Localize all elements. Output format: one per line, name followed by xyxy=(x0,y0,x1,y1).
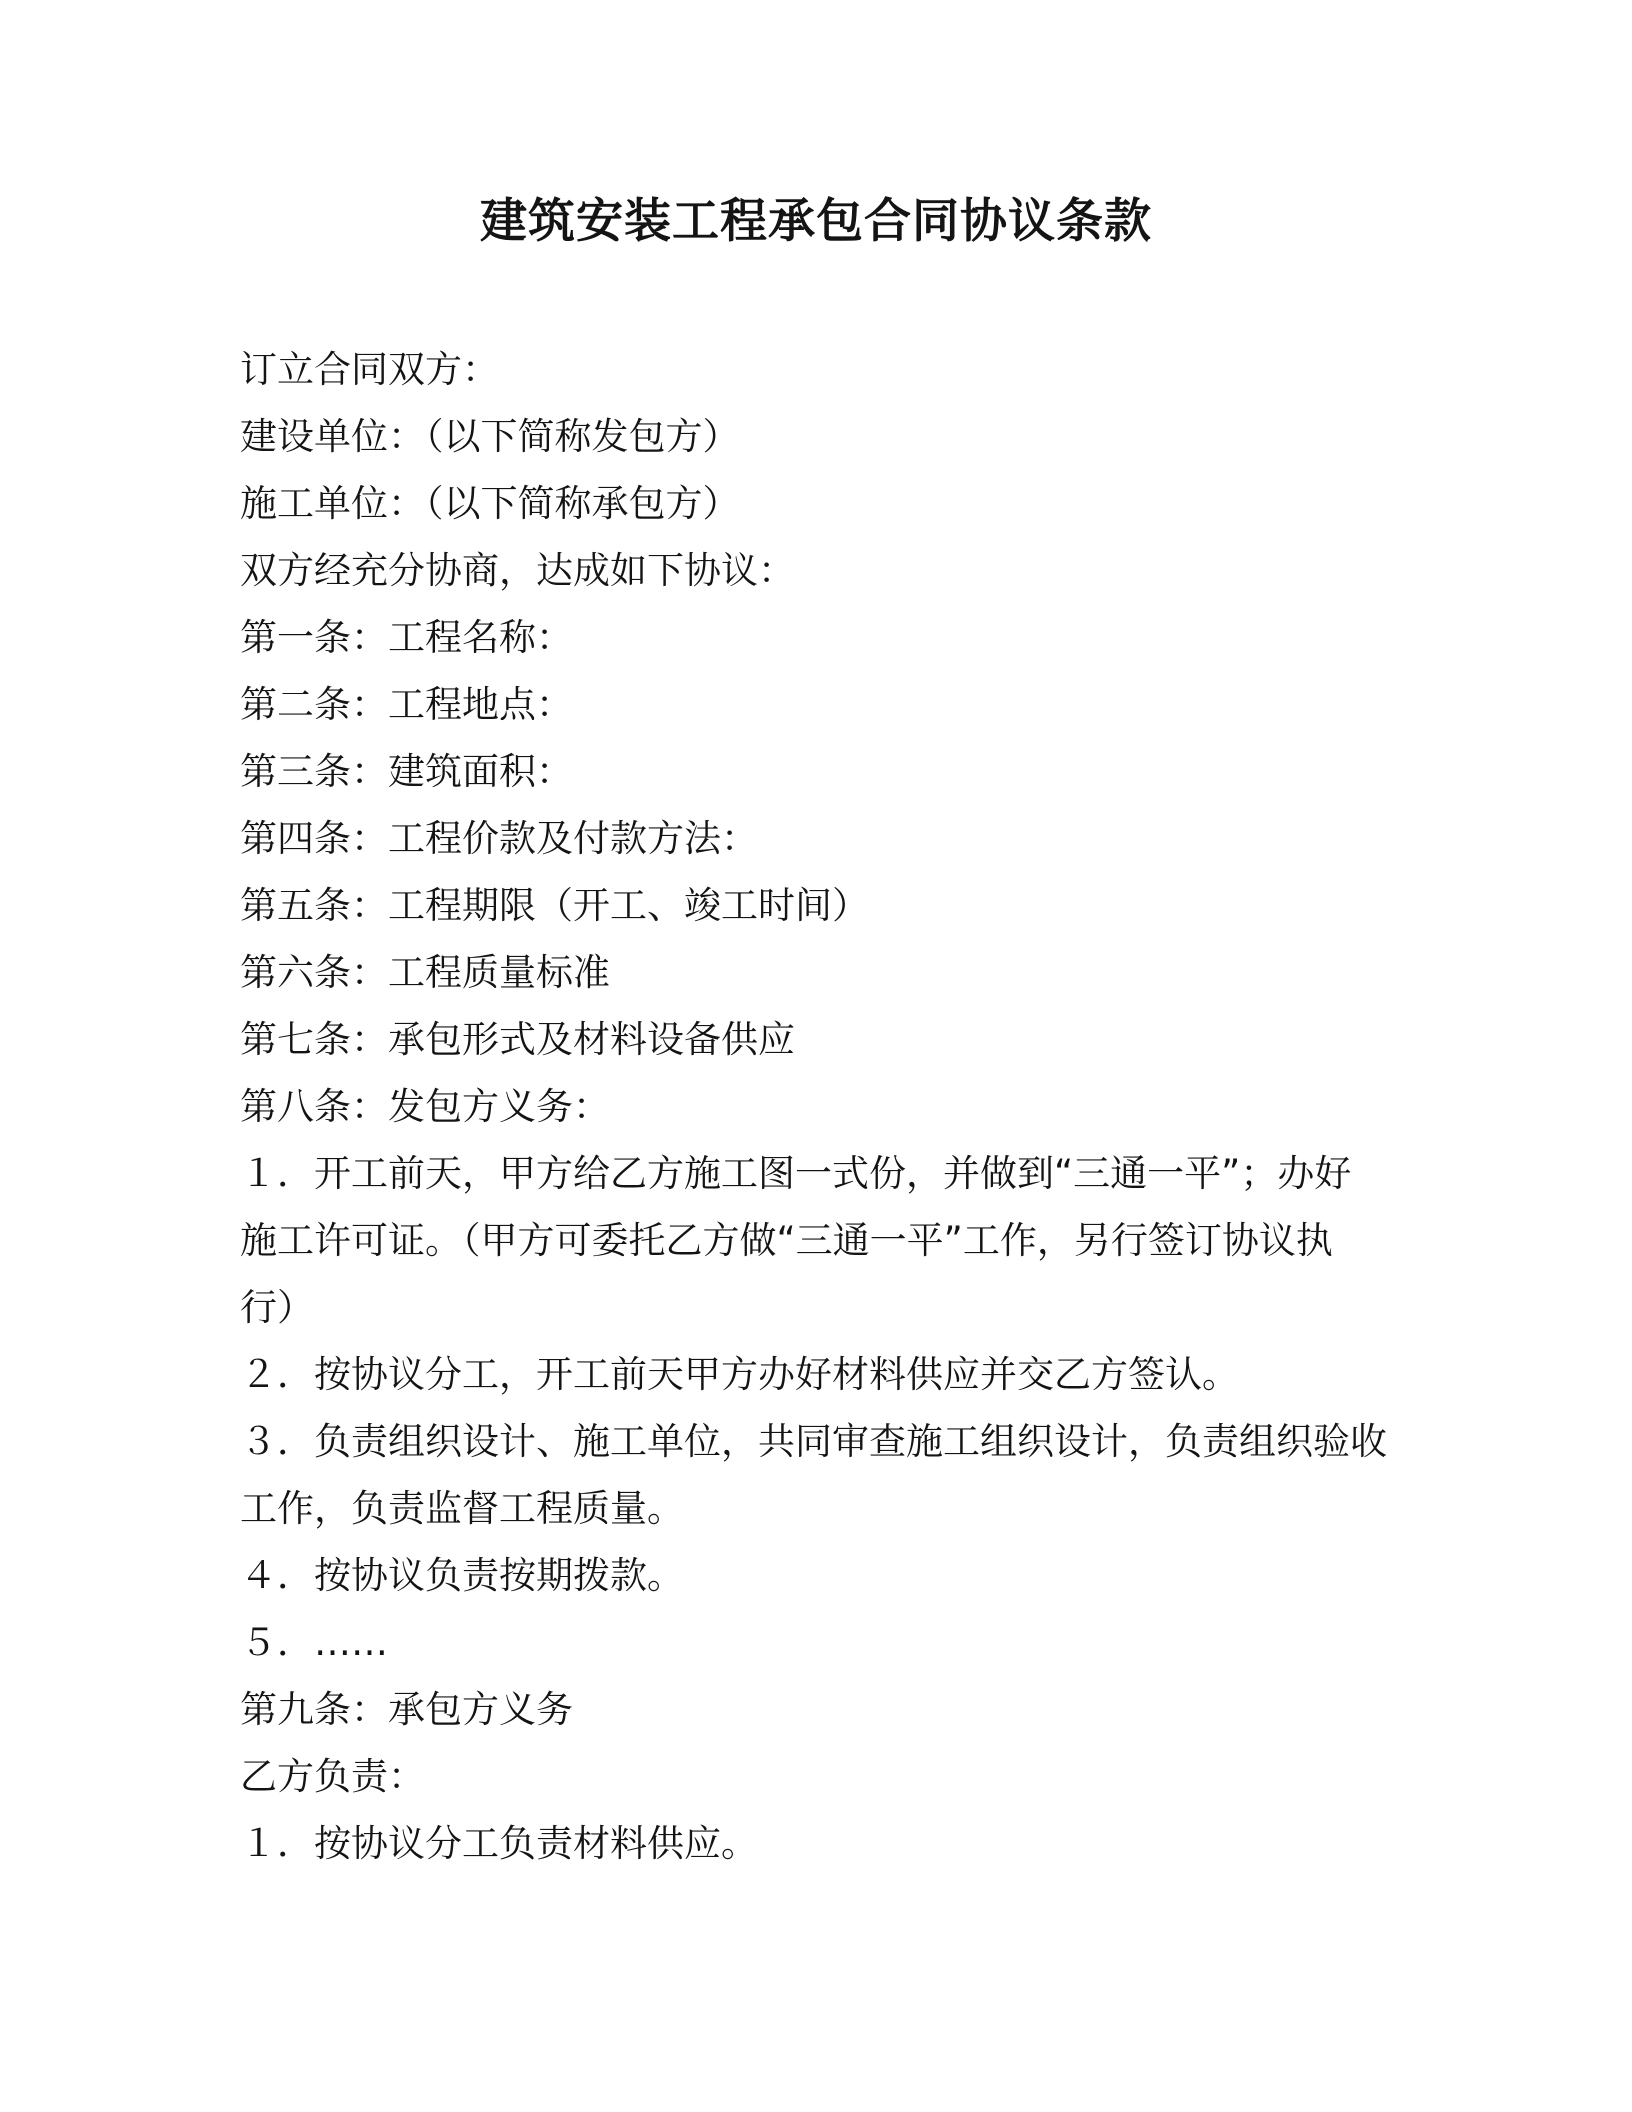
text-line: 乙方负责： xyxy=(240,1755,425,1798)
document-body xyxy=(240,336,1410,1877)
clause-line: 第六条：工程质量标准 xyxy=(240,951,610,994)
clause-line: 第五条：工程期限（开工、竣工时间） xyxy=(240,884,869,927)
clause-line: 第七条：承包形式及材料设备供应 xyxy=(240,1018,795,1061)
list-item-line: 行） xyxy=(240,1286,314,1329)
list-item-line: １．开工前天，甲方给乙方施工图一式份，并做到“三通一平”；办好 xyxy=(240,1152,1352,1195)
clause-line: 第一条：工程名称： xyxy=(240,616,573,659)
list-item-line: 施工许可证。（甲方可委托乙方做“三通一平”工作，另行签订协议执 xyxy=(240,1219,1333,1262)
text-line: 建设单位：（以下简称发包方） xyxy=(240,415,740,458)
text-line: 订立合同双方： xyxy=(240,348,499,391)
text-line: 双方经充分协商，达成如下协议： xyxy=(240,549,795,592)
clause-line: 第三条：建筑面积： xyxy=(240,750,573,793)
clause-line: 第八条：发包方义务： xyxy=(240,1085,610,1128)
list-item-line: １．按协议分工负责材料供应。 xyxy=(240,1822,758,1865)
list-item-line: ４．按协议负责按期拨款。 xyxy=(240,1554,684,1597)
clause-line: 第九条：承包方义务 xyxy=(240,1688,573,1731)
document-title: 建筑安装工程承包合同协议条款 xyxy=(480,194,1152,249)
clause-line: 第四条：工程价款及付款方法： xyxy=(240,817,758,860)
text-line: 施工单位：（以下简称承包方） xyxy=(240,482,740,525)
list-item-line: ５．…… xyxy=(240,1621,388,1664)
list-item-line: 工作，负责监督工程质量。 xyxy=(240,1487,684,1530)
clause-line: 第二条：工程地点： xyxy=(240,683,573,726)
list-item-line: ３．负责组织设计、施工单位，共同审查施工组织设计，负责组织验收 xyxy=(240,1420,1387,1463)
list-item-line: ２．按协议分工，开工前天甲方办好材料供应并交乙方签认。 xyxy=(240,1353,1239,1396)
